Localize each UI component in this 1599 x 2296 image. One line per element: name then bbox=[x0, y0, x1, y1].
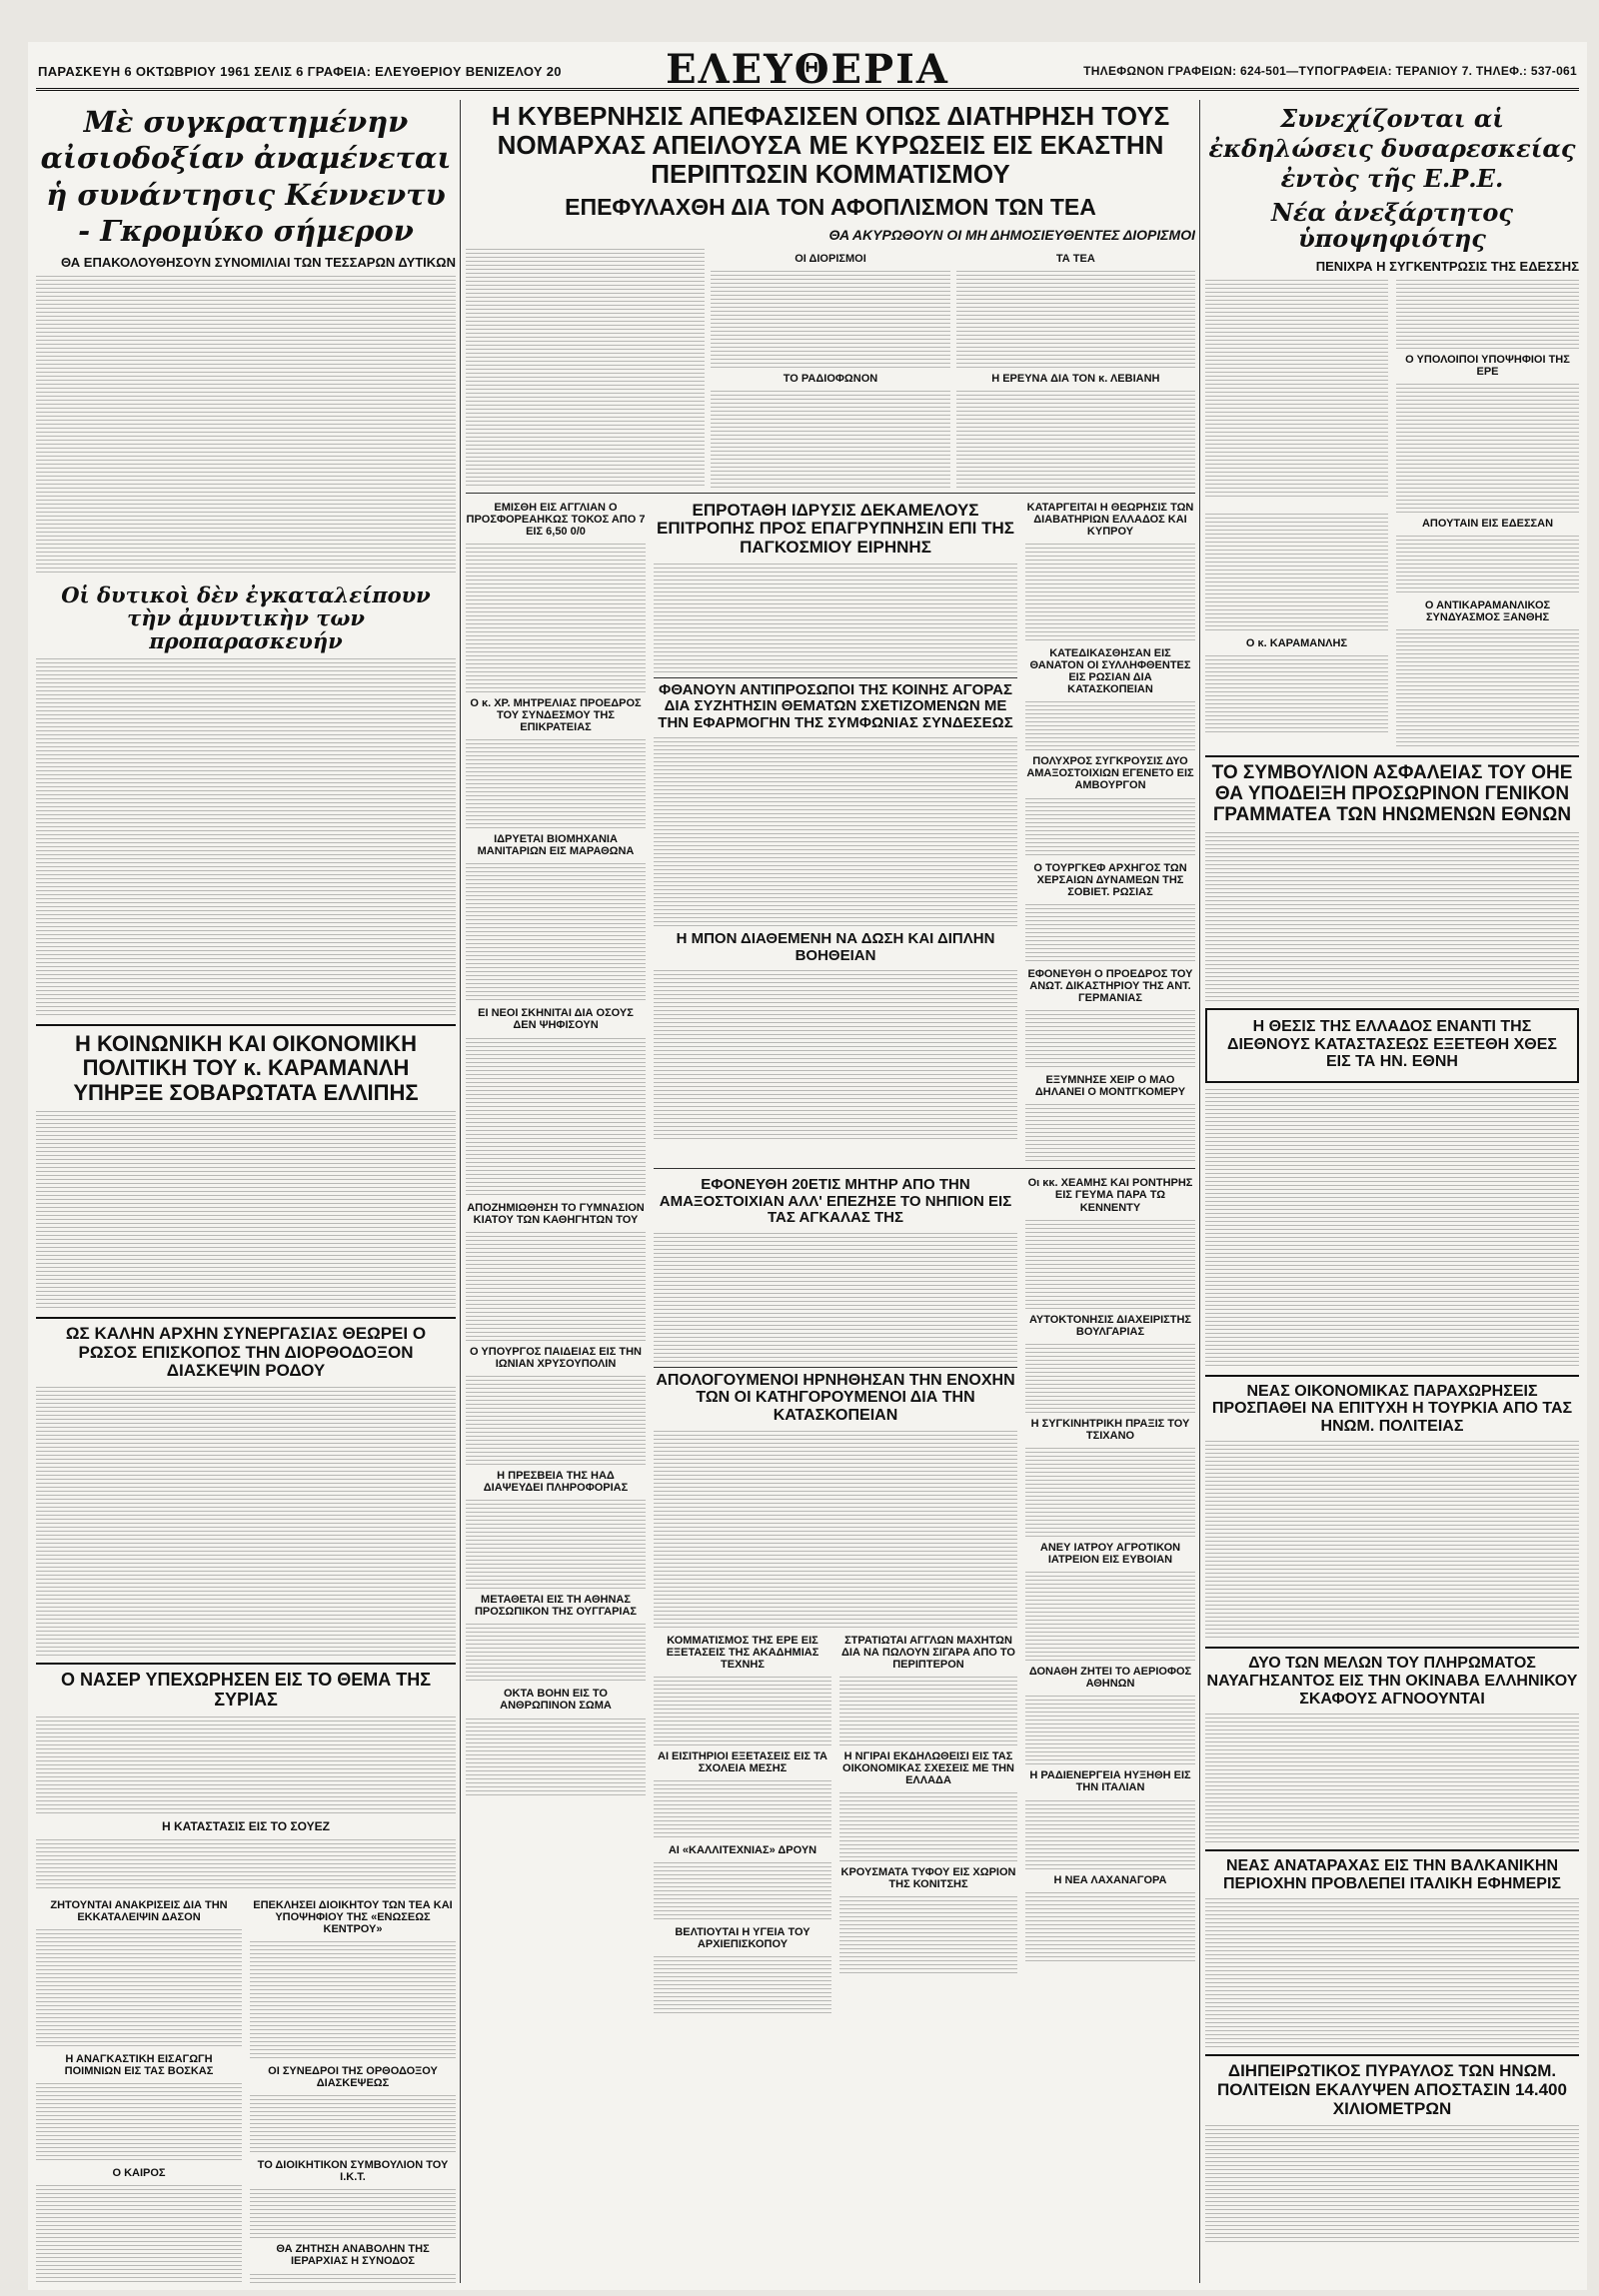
article-body bbox=[654, 1956, 831, 2016]
article-body bbox=[1025, 1448, 1195, 1538]
greece-un-box bbox=[1205, 1008, 1579, 1083]
article-body bbox=[466, 863, 646, 1003]
right-sub-headline: ΑΝΕΥ ΙΑΤΡΟΥ ΑΓΡΟΤΙΚΟΝ ΙΑΤΡΕΙΟΝ ΕΙΣ ΕΥΒΟΙΑΝ bbox=[1039, 1541, 1181, 1567]
industry-headline: ΙΔΡΥΕΤΑΙ ΒΙΟΜΗΧΑΝΙΑ ΜΑΝΙΤΑΡΙΩΝ ΕΙΣ ΜΑΡΑΘΩΝΑ bbox=[477, 833, 635, 858]
article-body bbox=[36, 1929, 242, 2049]
article-body bbox=[654, 737, 1017, 927]
small-headline: ΖΗΤΟΥΝΤΑΙ ΑΝΑΚΡΙΣΕΙΣ ΔΙΑ ΤΗΝ ΕΚΚΑΤΑΛΕΙΨΙΝ ΔΑΣΟΝ bbox=[50, 1898, 228, 1923]
article-body bbox=[1025, 1220, 1195, 1310]
article-body bbox=[654, 970, 1017, 1140]
divider bbox=[1205, 1647, 1579, 1649]
article-body bbox=[956, 391, 1195, 489]
article-body bbox=[654, 1862, 831, 1922]
article-body bbox=[466, 544, 646, 693]
okinawa-headline: ΔΥΟ ΤΩΝ ΜΕΛΩΝ ΤΟΥ ΠΛΗΡΩΜΑΤΟΣ ΝΑΥΑΓΗΣΑΝΤΟΣ ΕΙΣ ΤΗΝ ΟΚΙΝΑΒΑ ΕΛΛΗΝΙΚΟΥ ΣΚΑΦΟΥΣ ΑΓΝΟΟΥΝΤΑΙ bbox=[1206, 1655, 1578, 1708]
article-body bbox=[466, 1500, 646, 1590]
greece-un-headline: Η ΘΕΣΙΣ ΤΗΣ ΕΛΛΑΔΟΣ ΕΝΑΝΤΙ ΤΗΣ ΔΙΕΘΝΟΥΣ ΚΑΤΑΣΤΑΣΕΩΣ ΕΞΕΤΕΘΗ ΧΘΕΣ ΕΙΣ ΤΑ ΗΝ. ΕΘΝΗ bbox=[1226, 1017, 1558, 1071]
article-body bbox=[1025, 1572, 1195, 1662]
article-body bbox=[839, 1677, 1017, 1746]
right-sub-headline: Οι κκ. ΧΕΑΜΗΣ ΚΑΙ ΡΟΝΤΗΡΗΣ ΕΙΣ ΓΕΥΜΑ ΠΑΡΑ ΤΩ ΚΕΝΝΕΝΤΥ bbox=[1027, 1177, 1193, 1214]
mother-headline: ΕΦΟΝΕΥΘΗ 20ΕΤΙΣ ΜΗΤΗΡ ΑΠΟ ΤΗΝ ΑΜΑΞΟΣΤΟΙΧΙΑΝ ΑΛΛ' ΕΠΕΖΗΣΕ ΤΟ ΝΗΠΙΟΝ ΕΙΣ ΤΑΣ ΑΓΚΑΛΑΣ ΤΗΣ bbox=[659, 1176, 1012, 1227]
article-body bbox=[1205, 832, 1579, 1002]
peace-headline: ΕΠΡΟΤΑΘΗ ΙΔΡΥΣΙΣ ΔΕΚΑΜΕΛΟΥΣ ΕΠΙΤΡΟΠΗΣ ΠΡΟΣ ΕΠΑΓΡΥΠΝΗΣΙΝ ΕΠΙ ΤΗΣ ΠΑΓΚΟΣΜΙΟΥ ΕΙΡΗΝΗΣ bbox=[657, 500, 1014, 557]
article-body bbox=[1205, 655, 1388, 735]
right-section-head: Ο ΥΠΟΛΟΙΠΟΙ ΥΠΟΨΗΦΙΟΙ ΤΗΣ ΕΡΕ bbox=[1405, 353, 1570, 378]
column-rule bbox=[1199, 100, 1200, 2283]
masthead-title: ΕΛΕΥΘΕΡΙΑ bbox=[666, 46, 949, 93]
voters-headline: ΕΙ ΝΕΟΙ ΣΚΗΝΙΤΑΙ ΔΙΑ ΟΣΟΥΣ ΔΕΝ ΨΗΦΙΣΟΥΝ bbox=[478, 1007, 634, 1032]
divider bbox=[466, 493, 1195, 494]
article-body bbox=[839, 1896, 1017, 1976]
left-second-headline: Οἱ δυτικοὶ δὲν ἐγκαταλείπουν τὴν ἀμυντικὴν των προπαρασκευήν bbox=[61, 582, 431, 654]
main-kicker: ΘΑ ΑΚΥΡΩΘΟΥΝ ΟΙ ΜΗ ΔΗΜΟΣΙΕΥΘΕΝΤΕΣ ΔΙΟΡΙΣΜΟΙ bbox=[828, 226, 1195, 243]
article-body bbox=[1205, 1441, 1579, 1641]
article-body bbox=[250, 2189, 456, 2239]
divider bbox=[1205, 755, 1579, 757]
newspaper-page bbox=[28, 42, 1587, 2290]
right-section-head: Ο κ. ΚΑΡΑΜΑΝΛΗΣ bbox=[1245, 636, 1348, 649]
article-body bbox=[36, 276, 456, 575]
small-headline: ΕΠΕΚΛΗΣΕΙ ΔΙΟΙΚΗΤΟΥ ΤΩΝ ΤΕΑ ΚΑΙ ΥΠΟΨΗΦΙΟΥ ΤΗΣ «ΕΝΩΣΕΩΣ ΚΕΝΤΡΟΥ» bbox=[253, 1898, 453, 1935]
article-body bbox=[466, 1038, 646, 1198]
parties-headline: ΚΟΜΜΑΤΙΣΜΟΣ ΤΗΣ ΕΡΕ ΕΙΣ ΕΞΕΤΑΣΕΙΣ ΤΗΣ ΑΚΑΔΗΜΙΑΣ ΤΕΧΝΗΣ bbox=[666, 1634, 819, 1671]
inner-head: ΤΟ ΡΑΔΙΟΦΩΝΟΝ bbox=[783, 372, 878, 385]
un-headline: ΤΟ ΣΥΜΒΟΥΛΙΟΝ ΑΣΦΑΛΕΙΑΣ ΤΟΥ ΟΗΕ ΘΑ ΥΠΟΔΕΙΞΗ ΠΡΟΣΩΡΙΝΟΝ ΓΕΝΙΚΟΝ ΓΡΑΜΜΑΤΕΑ ΤΩΝ ΗΝΩΜΕΝΩΝ ΕΘΝΩΝ bbox=[1211, 762, 1573, 826]
article-body bbox=[839, 1792, 1017, 1862]
article-body bbox=[1025, 1104, 1195, 1164]
mirage-headline: ΜΕΤΑΘΕΤΑΙ ΕΙΣ ΤΗ ΑΘΗΝΑΣ ΠΡΟΣΩΠΙΚΟΝ ΤΗΣ ΟΥΓΓΑΡΙΑΣ bbox=[474, 1594, 638, 1619]
article-body bbox=[36, 1387, 456, 1657]
column-rule bbox=[460, 100, 461, 2283]
divider bbox=[1205, 1849, 1579, 1851]
help-headline: Η ΜΠΟΝ ΔΙΑΘΕΜΕΝΗ ΝΑ ΔΩΣΗ ΚΑΙ ΔΙΠΛΗΝ ΒΟΗΘΕΙΑΝ bbox=[676, 930, 995, 964]
article-body bbox=[1396, 629, 1579, 749]
main-headline: Η ΚΥΒΕΡΝΗΣΙΣ ΑΠΕΦΑΣΙΣΕΝ ΟΠΩΣ ΔΙΑΤΗΡΗΣΗ ΤΟΥΣ ΝΟΜΑΡΧΑΣ ΑΠΕΙΛΟΥΣΑ ΜΕ ΚΥΡΩΣΕΙΣ ΕΙΣ ΕΚΑΣΤΗΝ ΠΕΡΙΠΤΩΣΙΝ ΚΟΜΜΑΤΙΣΜΟΥ bbox=[491, 101, 1170, 190]
article-body bbox=[1396, 280, 1579, 350]
rhodes-headline: ΩΣ ΚΑΛΗΝ ΑΡΧΗΝ ΣΥΝΕΡΓΑΣΙΑΣ ΘΕΩΡΕΙ Ο ΡΩΣΟΣ ΕΠΙΣΚΟΠΟΣ ΤΗΝ ΔΙΟΡΘΟΔΟΞΟΝ ΔΙΑΣΚΕΨΙΝ ΡΟΔΟΥ bbox=[65, 1323, 427, 1381]
soldier-headline: ΣΤΡΑΤΙΩΤΑΙ ΑΓΓΛΩΝ ΜΑΧΗΤΩΝ ΔΙΑ ΝΑ ΠΩΛΟΥΝ ΣΙΓΑΡΑ ΑΠΟ ΤΟ ΠΕΡΙΠΤΕΡΟΝ bbox=[840, 1634, 1015, 1671]
schools-headline: ΑΙ ΕΙΣΙΤΗΡΙΟΙ ΕΞΕΤΑΣΕΙΣ ΕΙΣ ΤΑ ΣΧΟΛΕΙΑ ΜΕΣΗΣ bbox=[658, 1749, 827, 1774]
small-headline: Η ΑΝΑΓΚΑΣΤΙΚΗ ΕΙΣΑΓΩΓΗ ΠΟΙΜΝΙΩΝ ΕΙΣ ΤΑΣ ΒΟΣΚΑΣ bbox=[64, 2052, 214, 2077]
nasser-headline: Ο ΝΑΣΕΡ ΥΠΕΧΩΡΗΣΕΝ ΕΙΣ ΤΟ ΘΕΜΑ ΤΗΣ ΣΥΡΙΑΣ bbox=[60, 1669, 432, 1710]
article-body bbox=[1205, 280, 1388, 500]
small-headline: ΤΟ ΔΙΟΙΚΗΤΙΚΟΝ ΣΥΜΒΟΥΛΙΟΝ ΤΟΥ Ι.Κ.Τ. bbox=[257, 2159, 449, 2184]
article-body bbox=[1025, 1696, 1195, 1765]
missile-headline: ΔΙΗΠΕΙΡΩΤΙΚΟΣ ΠΥΡΑΥΛΟΣ ΤΩΝ ΗΝΩΜ. ΠΟΛΙΤΕΙΩΝ ΕΚΑΛΥΨΕΝ ΑΠΟΣΤΑΣΙΝ 14.400 ΧΙΛΙΟΜΕΤΡΩΝ bbox=[1217, 2061, 1567, 2118]
right-sub-headline: ΔΟΝΑΘΗ ΖΗΤΕΙ ΤΟ ΑΕΡΙΟΦΟΣ ΑΘΗΝΩΝ bbox=[1028, 1666, 1192, 1691]
main-subheadline: ΕΠΕΦΥΛΑΧΘΗ ΔΙΑ ΤΟΝ ΑΦΟΠΛΙΣΜΟΝ ΤΩΝ ΤΕΑ bbox=[565, 194, 1096, 221]
typhus-headline: ΚΡΟΥΣΜΑΤΑ ΤΥΦΟΥ ΕΙΣ ΧΩΡΙΟΝ ΤΗΣ ΚΟΝΙΤΣΗΣ bbox=[840, 1866, 1016, 1891]
mitrelias-headline: Ο κ. ΧΡ. ΜΗΤΡΕΛΙΑΣ ΠΡΟΕΔΡΟΣ ΤΟΥ ΣΥΝΔΕΣΜΟΥ ΤΗΣ ΕΠΙΚΡΑΤΕΙΑΣ bbox=[470, 696, 642, 734]
health-headline: ΒΕΛΤΙΟΥΤΑΙ Η ΥΓΕΙΑ ΤΟΥ ΑΡΧΙΕΠΙΣΚΟΠΟΥ bbox=[675, 1926, 810, 1951]
article-body bbox=[654, 1431, 1017, 1631]
article-body bbox=[1025, 1800, 1195, 1870]
article-body bbox=[1025, 1344, 1195, 1414]
article-body bbox=[1025, 1010, 1195, 1070]
article-body bbox=[1205, 1089, 1579, 1369]
right-sub-headline: Ο ΤΟΥΡΓΚΕΦ ΑΡΧΗΓΟΣ ΤΩΝ ΧΕΡΣΑΙΩΝ ΔΥΝΑΜΕΩΝ ΤΗΣ ΣΟΒΙΕΤ. ΡΩΣΙΑΣ bbox=[1033, 861, 1187, 898]
right-lead-headline: Συνεχίζονται αἱ ἐκδηλώσεις δυσαρεσκείας ἐντὸς τῆς Ε.Ρ.Ε. bbox=[1208, 104, 1576, 193]
article-body bbox=[466, 1376, 646, 1466]
article-body bbox=[250, 2095, 456, 2155]
article-body bbox=[654, 1677, 831, 1746]
divider bbox=[654, 1168, 1195, 1169]
article-body bbox=[1205, 2125, 1579, 2245]
article-body bbox=[1025, 904, 1195, 964]
article-body bbox=[36, 658, 456, 1018]
booth-headline: ΟΚΤΑ ΒΟΗΝ ΕΙΣ ΤΟ ΑΝΘΡΩΠΙΝΟΝ ΣΩΜΑ bbox=[500, 1688, 612, 1713]
small-headline: ΟΙ ΣΥΝΕΔΡΟΙ ΤΗΣ ΟΡΘΟΔΟΞΟΥ ΔΙΑΣΚΕΨΕΩΣ bbox=[268, 2064, 438, 2090]
masthead-date-line: ΠΑΡΑΣΚΕΥΗ 6 ΟΚΤΩΒΡΙΟΥ 1961 ΣΕΛΙΣ 6 ΓΡΑΦΕΙΑ: ΕΛΕΥΘΕΡΙΟΥ ΒΕΝΙΖΕΛΟΥ 20 bbox=[38, 64, 562, 79]
right-sub-headline: ΚΑΤΑΡΓΕΙΤΑΙ Η ΘΕΩΡΗΣΙΣ ΤΩΝ ΔΙΑΒΑΤΗΡΙΩΝ ΕΛΛΑΔΟΣ ΚΑΙ ΚΥΠΡΟΥ bbox=[1026, 501, 1194, 538]
right-sub-headline: ΠΟΛΥΧΡΟΣ ΣΥΓΚΡΟΥΣΙΣ ΔΥΟ ΑΜΑΞΟΣΤΟΙΧΙΩΝ ΕΓΕΝΕΤΟ ΕΙΣ ΑΜΒΟΥΡΓΟΝ bbox=[1026, 755, 1194, 792]
right-column bbox=[1205, 100, 1579, 2283]
minister-headline: Ο ΥΠΟΥΡΓΟΣ ΠΑΙΔΕΙΑΣ ΕΙΣ ΤΗΝ ΙΩΝΙΑΝ ΧΡΥΣΟΥΠΟΛΙΝ bbox=[470, 1345, 642, 1370]
gym-headline: ΑΠΟΖΗΜΙΩΘΗΣΗ ΤΟ ΓΥΜΝΑΣΙΟΝ ΚΙΑΤΟΥ ΤΩΝ ΚΑΘΗΓΗΤΩΝ ΤΟΥ bbox=[467, 1201, 645, 1226]
divider bbox=[36, 1317, 456, 1319]
article-body bbox=[36, 1839, 456, 1889]
article-body bbox=[1205, 1898, 1579, 2048]
left-lead-subhead: ΘΑ ΕΠΑΚΟΛΟΥΘΗΣΟΥΝ ΣΥΝΟΜΙΛΙΑΙ ΤΩΝ ΤΕΣΣΑΡΩΝ ΔΥΤΙΚΩΝ bbox=[61, 255, 456, 270]
center-lower-grid bbox=[466, 498, 1195, 2017]
right-sub-headline: ΑΥΤΟΚΤΟΝΗΣΙΣ ΔΙΑΧΕΙΡΙΣΤΗΣ ΒΟΥΛΓΑΡΙΑΣ bbox=[1028, 1313, 1192, 1338]
divider bbox=[654, 1367, 1017, 1368]
balkans-headline: ΝΕΑΣ ΑΝΑΤΑΡΑΧΑΣ ΕΙΣ ΤΗΝ ΒΑΛΚΑΝΙΚΗΝ ΠΕΡΙΟΧΗΝ ΠΡΟΒΛΕΠΕΙ ΙΤΑΛΙΚΗ ΕΦΗΜΕΡΙΣ bbox=[1222, 1857, 1562, 1892]
masthead-contact-line: ΤΗΛΕΦΩΝΟΝ ΓΡΑΦΕΙΩΝ: 624-501—ΤΥΠΟΓΡΑΦΕΙΑ: ΤΕΡΑΝΙΟΥ 7. ΤΗΛΕΦ.: 537-061 bbox=[1083, 64, 1577, 78]
article-body bbox=[466, 249, 705, 489]
article-body bbox=[36, 1111, 456, 1311]
karamanlis-headline: Η ΚΟΙΝΩΝΙΚΗ ΚΑΙ ΟΙΚΟΝΟΜΙΚΗ ΠΟΛΙΤΙΚΗ ΤΟΥ κ. ΚΑΡΑΜΑΝΛΗ ΥΠΗΡΞΕ ΣΟΒΑΡΩΤΑΤΑ ΕΛΛΙΠΗΣ bbox=[73, 1031, 419, 1105]
right-sub-headline: ΕΞΥΜΝΗΣΕ ΧΕΙΡ Ο ΜΑΟ ΔΗΛΑΝΕΙ Ο ΜΟΝΤΓΚΟΜΕΡΥ bbox=[1034, 1074, 1186, 1099]
small-headline: ΘΑ ΖΗΤΗΣΗ ΑΝΑΒΟΛΗΝ ΤΗΣ ΙΕΡΑΡΧΙΑΣ Η ΣΥΝΟΔΟΣ bbox=[276, 2243, 430, 2268]
right-sub-headline: ΕΦΟΝΕΥΘΗ Ο ΠΡΟΕΔΡΟΣ ΤΟΥ ΑΝΩΤ. ΔΙΚΑΣΤΗΡΙΟΥ ΤΗΣ ΑΝΤ. ΓΕΡΜΑΝΙΑΣ bbox=[1027, 967, 1193, 1005]
inner-head: ΟΙ ΔΙΟΡΙΣΜΟΙ bbox=[795, 252, 866, 265]
divider bbox=[36, 1024, 456, 1026]
article-body bbox=[1025, 701, 1195, 751]
article-body bbox=[1205, 1714, 1579, 1843]
article-body bbox=[1205, 514, 1388, 633]
article-body bbox=[36, 2185, 242, 2283]
article-body bbox=[956, 271, 1195, 369]
right-sub-headline: Η ΣΥΓΚΙΝΗΤΡΙΚΗ ΠΡΑΞΙΣ ΤΟΥ ΤΣΙΧΑΝΟ bbox=[1030, 1417, 1190, 1442]
article-body bbox=[654, 1233, 1017, 1363]
spies-headline: ΑΠΟΛΟΓΟΥΜΕΝΟΙ ΗΡΝΗΘΗΣΑΝ ΤΗΝ ΕΝΟΧΗΝ ΤΩΝ ΟΙ ΚΑΤΗΓΟΡΟΥΜΕΝΟΙ ΔΙΑ ΤΗΝ ΚΑΤΑΣΚΟΠΕΙΑΝ bbox=[656, 1371, 1015, 1424]
divider bbox=[1205, 1375, 1579, 1377]
article-body bbox=[711, 391, 949, 489]
article-body bbox=[1025, 798, 1195, 858]
right-lead-columns bbox=[1205, 280, 1579, 514]
divider bbox=[1205, 2054, 1579, 2056]
article-body bbox=[466, 739, 646, 829]
left-column bbox=[36, 100, 456, 2283]
article-body bbox=[654, 564, 1017, 673]
article-body bbox=[250, 2274, 456, 2283]
article-body bbox=[1396, 384, 1579, 514]
right-lead-headline-2: Νέα ἀνεξάρτητος ὑποψηφιότης bbox=[1270, 198, 1514, 254]
main-article-columns bbox=[466, 249, 1195, 489]
article-body bbox=[711, 271, 949, 369]
right-sub-headline: Η ΝΕΑ ΛΑΧΑΝΑΓΟΡΑ bbox=[1053, 1873, 1167, 1886]
article-body bbox=[1025, 1892, 1195, 1962]
kallitechnias-headline: ΑΙ «ΚΑΛΛΙΤΕΧΝΙΑΣ» ΔΡΟΥΝ bbox=[668, 1844, 817, 1857]
inner-head: ΤΑ ΤΕΑ bbox=[1055, 252, 1095, 265]
right-lead-subhead: ΠΕΝΙΧΡΑ Η ΣΥΓΚΕΝΤΡΩΣΙΣ ΤΗΣ ΕΔΕΣΣΗΣ bbox=[1315, 258, 1579, 274]
divider bbox=[654, 677, 1017, 678]
article-body bbox=[466, 1719, 646, 1798]
center-column bbox=[466, 100, 1195, 2283]
small-headline: Ο ΚΑΙΡΟΣ bbox=[112, 2167, 166, 2180]
article-body bbox=[654, 1780, 831, 1840]
presidency-headline: Η ΠΡΕΣΒΕΙΑ ΤΗΣ ΗΑΔ ΔΙΑΨΕΥΔΕΙ ΠΛΗΡΟΦΟΡΙΑΣ bbox=[483, 1469, 629, 1495]
article-body bbox=[36, 2083, 242, 2163]
inner-head: Η ΕΡΕΥΝΑ ΔΙΑ ΤΟΝ κ. ΛΕΒΙΑΝΗ bbox=[991, 372, 1160, 385]
turkey-headline: ΝΕΑΣ ΟΙΚΟΝΟΜΙΚΑΣ ΠΑΡΑΧΩΡΗΣΕΙΣ ΠΡΟΣΠΑΘΕΙ ΝΑ ΕΠΙΤΥΧΗ Η ΤΟΥΡΚΙΑ ΑΠΟ ΤΑΣ ΗΝΩΜ. ΠΟΛΙΤΕΙΑΣ bbox=[1211, 1382, 1573, 1435]
article-body bbox=[466, 1232, 646, 1342]
masthead bbox=[36, 46, 1579, 93]
article-body bbox=[250, 1941, 456, 2061]
divider bbox=[36, 1663, 456, 1665]
loan-headline: ΕΜΙΣΘΗ ΕΙΣ ΑΓΓΛΙΑΝ Ο ΠΡΟΣΦΟΡΕΑΗΚΩΣ ΤΟΚΟΣ ΑΠΟ 7 ΕΙΣ 6,50 0/0 bbox=[466, 501, 646, 538]
article-body bbox=[36, 1717, 456, 1816]
meeting-headline: Η ΝΓΙΡΑΙ ΕΚΔΗΛΩΘΕΙΣΙ ΕΙΣ ΤΑΣ ΟΙΚΟΝΟΜΙΚΑΣ ΣΧΕΣΕΙΣ ΜΕ ΤΗΝ ΕΛΛΑΔΑ bbox=[842, 1749, 1014, 1787]
article-body bbox=[1025, 544, 1195, 643]
market-headline: ΦΘΑΝΟΥΝ ΑΝΤΙΠΡΟΣΩΠΟΙ ΤΗΣ ΚΟΙΝΗΣ ΑΓΟΡΑΣ ΔΙΑ ΣΥΖΗΤΗΣΙΝ ΘΕΜΑΤΩΝ ΣΧΕΤΙΖΟΜΕΝΩΝ ΜΕ ΤΗΝ ΕΦΑΡΜΟΓΗΝ ΤΗΣ ΣΥΜΦΩΝΙΑΣ ΣΥΝΔΕΣΕΩΣ bbox=[658, 680, 1013, 731]
article-body bbox=[466, 1624, 646, 1684]
right-sub-headline: Η ΡΑΔΙΕΝΕΡΓΕΙΑ ΗΥΞΗΘΗ ΕΙΣ ΤΗΝ ΙΤΑΛΙΑΝ bbox=[1029, 1769, 1191, 1794]
nasser-subhead: Η ΚΑΤΑΣΤΑΣΙΣ ΕΙΣ ΤΟ ΣΟΥΕΖ bbox=[161, 1818, 330, 1833]
left-lead-headline: Μὲ συγκρατημένην αἰσιοδοξίαν ἀναμένεται ἡ συνάντησις Κέννεντυ - Γκρομύκο σήμερον bbox=[40, 105, 452, 248]
article-body bbox=[1396, 536, 1579, 595]
left-small-columns bbox=[36, 1895, 456, 2283]
right-section-head: ΑΠΟΥΤΑΙΝ ΕΙΣ ΕΔΕΣΣΑΝ bbox=[1421, 517, 1554, 530]
right-section-head: Ο ΑΝΤΙΚΑΡΑΜΑΝΛΙΚΟΣ ΣΥΝΔΥΑΣΜΟΣ ΞΑΝΘΗΣ bbox=[1424, 599, 1551, 624]
right-sub-headline: ΚΑΤΕΔΙΚΑΣΘΗΣΑΝ ΕΙΣ ΘΑΝΑΤΟΝ ΟΙ ΣΥΛΛΗΦΘΕΝΤΕΣ ΕΙΣ ΡΩΣΙΑΝ ΔΙΑ ΚΑΤΑΣΚΟΠΕΙΑΝ bbox=[1029, 646, 1191, 696]
